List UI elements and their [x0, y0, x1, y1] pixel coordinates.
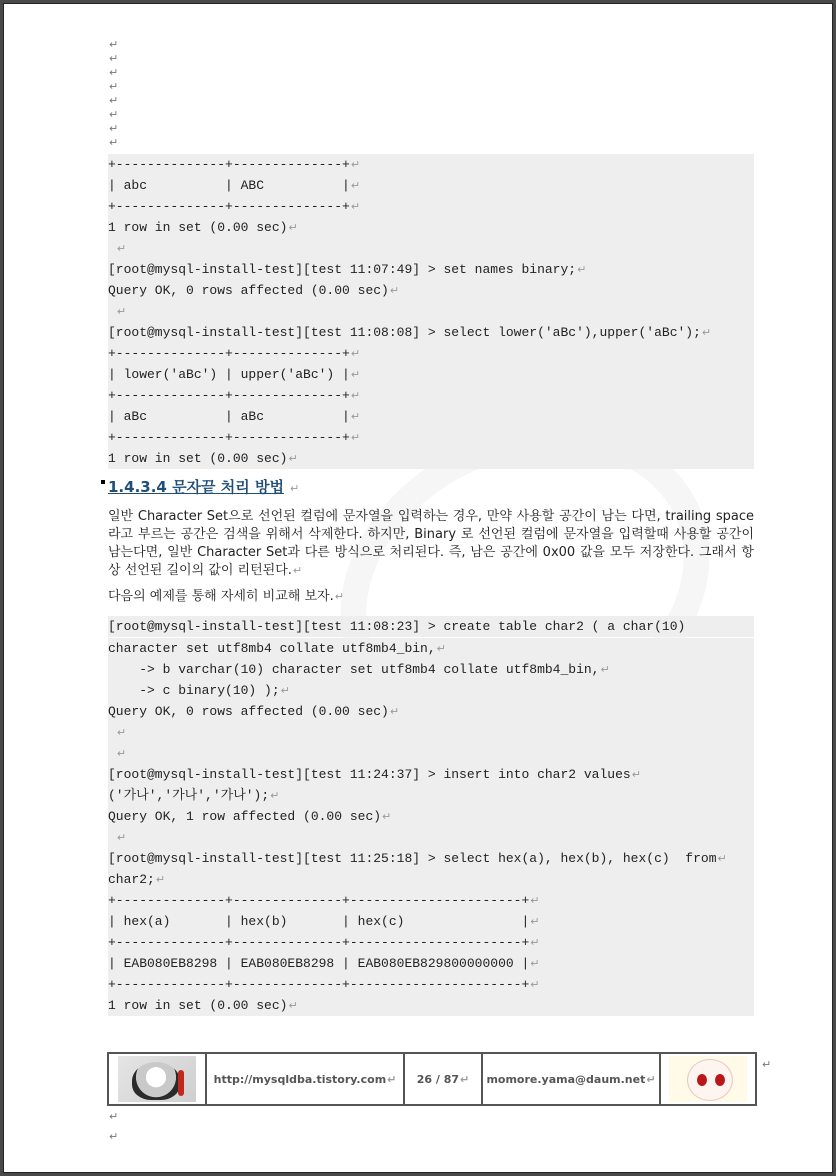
- code-block-1: [108, 154, 754, 469]
- paragraph-mark: ↵: [109, 80, 119, 93]
- avatar-right: [669, 1056, 747, 1102]
- heading-bullet: [101, 480, 105, 484]
- paragraph-mark: ↵: [109, 122, 119, 135]
- code-line: [root@mysql-install-test][test 11:07:49] > set names binary;↵: [108, 262, 587, 277]
- paragraph-mark: ↵: [109, 108, 119, 121]
- code-line: | aBc | aBc |↵: [108, 409, 361, 424]
- code-line: +--------------+--------------+----------------------+↵: [108, 935, 540, 950]
- code-line: ↵: [116, 242, 127, 255]
- body-paragraph-2: 다음의 예제를 통해 자세히 비교해 보자.↵: [108, 589, 344, 604]
- footer-url[interactable]: http://mysqldba.tistory.com ↵: [207, 1054, 405, 1104]
- paragraph-mark: ↵: [109, 136, 119, 149]
- code-line: Query OK, 0 rows affected (0.00 sec)↵: [108, 283, 400, 298]
- code-line: ↵: [116, 305, 127, 318]
- paragraph-mark: ↵: [109, 52, 119, 65]
- empty-paragraph-marks: [109, 38, 118, 150]
- code-line: | EAB080EB8298 | EAB080EB8298 | EAB080EB829800000000 |↵: [108, 956, 540, 971]
- code-line: 1 row in set (0.00 sec)↵: [108, 998, 298, 1013]
- page-footer: [107, 1052, 757, 1106]
- code-line: 1 row in set (0.00 sec)↵: [108, 220, 298, 235]
- code-line: [root@mysql-install-test][test 11:24:37] > insert into char2 values↵: [108, 767, 641, 782]
- code-line: -> c binary(10) );↵: [108, 683, 290, 698]
- footer-avatar-left-cell: [109, 1054, 207, 1104]
- code-line: character set utf8mb4 collate utf8mb4_bin,↵: [108, 641, 446, 656]
- code-line: [root@mysql-install-test][test 11:25:18] > select hex(a), hex(b), hex(c) from↵: [108, 851, 727, 866]
- code-line: +--------------+--------------+----------------------+↵: [108, 893, 540, 908]
- footer-page-number: 26 / 87 ↵: [405, 1054, 483, 1104]
- code-line: [root@mysql-install-test][test 11:08:08] > select lower('aBc'),upper('aBc');↵: [108, 325, 712, 340]
- footer-email[interactable]: momore.yama@daum.net ↵: [483, 1054, 661, 1104]
- avatar-left: [118, 1056, 196, 1102]
- code-line: 1 row in set (0.00 sec)↵: [108, 451, 298, 466]
- code-line: char2;↵: [108, 872, 166, 887]
- body-paragraph-1: 일반 Character Set으로 선언된 컬럼에 문자열을 입력하는 경우, 만약 사용할 공간이 남는 다면, trailing space라고 부르는 공간은 검색을 위해서 삭제한다. 하지만, Binary 로 선언된 컬럼에 문자열을 입력할때 사용할 공간이 남는다면, 일반 Character Set과 다른 방식으로 처리된다. 즉, 남은 공간에 0x00 값을 모두 저장한다. 그래서 항상 선언된 길이의 값이 리턴된다.↵: [108, 509, 754, 578]
- trailing-paragraph-mark: ↵: [109, 1130, 119, 1143]
- code-line: | hex(a) | hex(b) | hex(c) |↵: [108, 914, 540, 929]
- code-line: ↵: [116, 726, 127, 739]
- code-line: +--------------+--------------+----------------------+↵: [108, 977, 540, 992]
- code-line-create-table: [108, 616, 754, 637]
- code-line: Query OK, 0 rows affected (0.00 sec)↵: [108, 704, 400, 719]
- code-line: +--------------+--------------+↵: [108, 157, 361, 172]
- code-line: +--------------+--------------+↵: [108, 346, 361, 361]
- code-line: [root@mysql-install-test][test 11:08:23] > create table char2 ( a char(10): [108, 619, 686, 634]
- code-line: +--------------+--------------+↵: [108, 388, 361, 403]
- code-block-2: [108, 638, 754, 1016]
- trailing-paragraph-mark: ↵: [109, 1110, 119, 1123]
- document-page: [3, 3, 833, 1173]
- paragraph-mark: ↵: [109, 38, 119, 51]
- code-line: Query OK, 1 row affected (0.00 sec)↵: [108, 809, 392, 824]
- paragraph-mark: ↵: [109, 66, 119, 79]
- section-heading: 1.4.3.4 문자끝 처리 방법 ↵: [108, 478, 300, 496]
- code-line: | lower('aBc') | upper('aBc') |↵: [108, 367, 361, 382]
- code-line: +--------------+--------------+↵: [108, 199, 361, 214]
- code-line: ↵: [116, 831, 127, 844]
- code-line: +--------------+--------------+↵: [108, 430, 361, 445]
- paragraph-mark: ↵: [109, 94, 119, 107]
- code-line: ('가나','가나','가나');↵: [108, 788, 280, 803]
- code-line: ↵: [116, 747, 127, 760]
- footer-avatar-right-cell: [661, 1054, 755, 1104]
- code-line: -> b varchar(10) character set utf8mb4 collate utf8mb4_bin,↵: [108, 662, 610, 677]
- code-line: | abc | ABC |↵: [108, 178, 361, 193]
- footer-paragraph-mark: ↵: [762, 1058, 772, 1071]
